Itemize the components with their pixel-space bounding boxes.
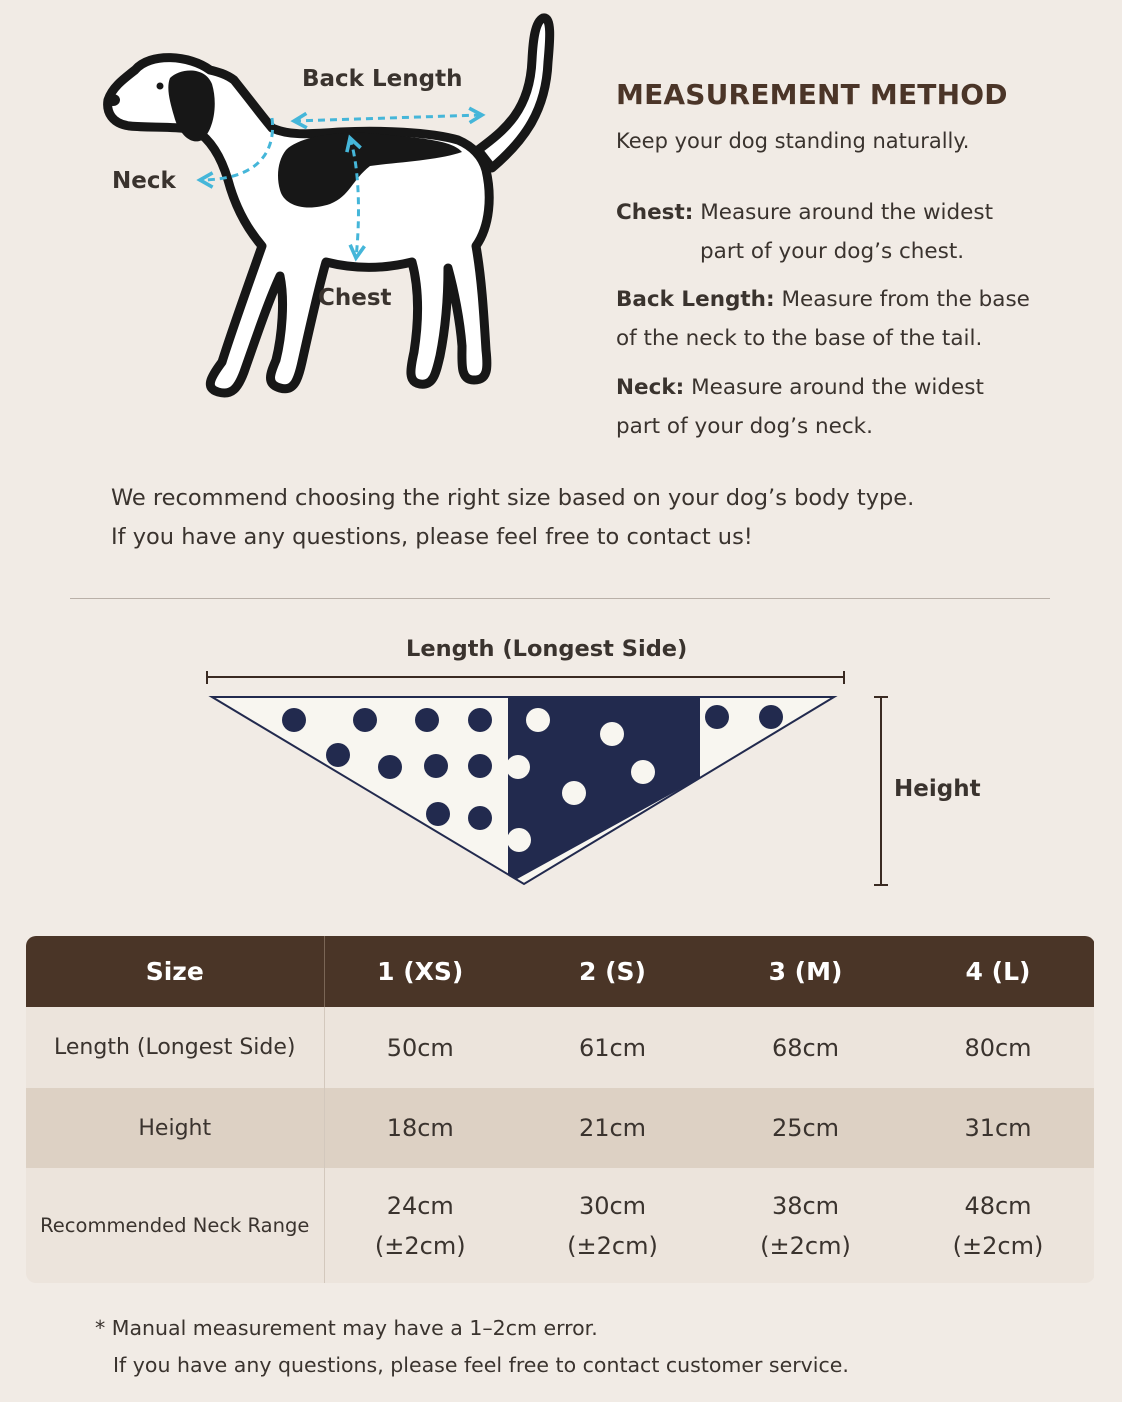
chest-term: Chest:: [616, 200, 694, 225]
bandana-fabric: [200, 690, 850, 890]
neck-value: 30cm: [578, 1191, 647, 1220]
footnote-line-1: * Manual measurement may have a 1–2cm error.: [95, 1316, 598, 1340]
table-cell: 61cm: [516, 1007, 709, 1088]
row-label-neck: Recommended Neck Range: [26, 1168, 324, 1283]
table-cell: 21cm: [516, 1088, 709, 1168]
table-row-height: [26, 1088, 1094, 1168]
section-divider: [70, 598, 1050, 599]
length-dimension-line: [207, 671, 844, 684]
back-length-definition: [616, 280, 1076, 358]
chest-definition: [616, 193, 1076, 271]
footnote: [95, 1310, 849, 1384]
neck-term: Neck:: [616, 375, 685, 400]
height-dimension-line: [874, 697, 888, 885]
footnote-line-2: If you have any questions, please feel free to contact customer service.: [113, 1353, 849, 1377]
neck-label: Neck: [112, 168, 176, 194]
table-row-length: [26, 1007, 1094, 1088]
recommend-line-1: We recommend choosing the right size based on your dog’s body type.: [111, 485, 915, 511]
neck-definition: [616, 368, 1076, 446]
table-cell: 31cm: [902, 1088, 1094, 1168]
back-desc-1: Measure from the base: [781, 287, 1030, 312]
table-cell: 25cm: [709, 1088, 902, 1168]
method-title: MEASUREMENT METHOD: [616, 78, 1008, 111]
table-cell: 18cm: [324, 1088, 516, 1168]
neck-value: 24cm: [386, 1191, 454, 1220]
header-size: Size: [26, 936, 324, 1007]
neck-tolerance: (±2cm): [952, 1231, 1044, 1260]
neck-tolerance: (±2cm): [567, 1231, 658, 1260]
neck-tolerance: (±2cm): [760, 1231, 851, 1260]
recommend-line-2: If you have any questions, please feel free to contact us!: [111, 524, 753, 550]
header-size-xs: 1 (XS): [324, 936, 516, 1007]
back-term: Back Length:: [616, 287, 775, 312]
table-cell: [709, 1168, 902, 1283]
row-label-length: Length (Longest Side): [26, 1007, 324, 1088]
table-cell: 68cm: [709, 1007, 902, 1088]
header-size-l: 4 (L): [902, 936, 1094, 1007]
back-length-label: Back Length: [302, 66, 463, 92]
table-cell: [902, 1168, 1094, 1283]
table-row-neck: [26, 1168, 1094, 1283]
table-cell: 80cm: [902, 1007, 1094, 1088]
chest-desc-1: Measure around the widest: [700, 200, 994, 225]
neck-tolerance: (±2cm): [374, 1231, 466, 1260]
chest-label: Chest: [318, 285, 392, 311]
recommendation-text: [111, 479, 914, 557]
bandana-height-label: Height: [894, 776, 981, 802]
neck-desc-1: Measure around the widest: [691, 375, 984, 400]
method-intro: Keep your dog standing naturally.: [616, 129, 970, 153]
table-cell: 50cm: [324, 1007, 516, 1088]
neck-desc-2: part of your dog’s neck.: [616, 414, 873, 439]
header-size-s: 2 (S): [516, 936, 709, 1007]
back-desc-2: of the neck to the base of the tail.: [616, 326, 983, 351]
neck-value: 38cm: [771, 1191, 840, 1220]
size-chart-table: [26, 936, 1095, 1283]
row-label-height: Height: [26, 1088, 324, 1168]
neck-value: 48cm: [964, 1191, 1032, 1220]
table-cell: [516, 1168, 709, 1283]
chest-desc-2: part of your dog’s chest.: [700, 239, 965, 264]
bandana-length-label: Length (Longest Side): [406, 636, 688, 662]
header-size-m: 3 (M): [709, 936, 902, 1007]
table-header-row: [26, 936, 1094, 1007]
back-length-arrow: [294, 115, 482, 121]
bandana-illustration: [190, 630, 1010, 900]
table-cell: [324, 1168, 516, 1283]
